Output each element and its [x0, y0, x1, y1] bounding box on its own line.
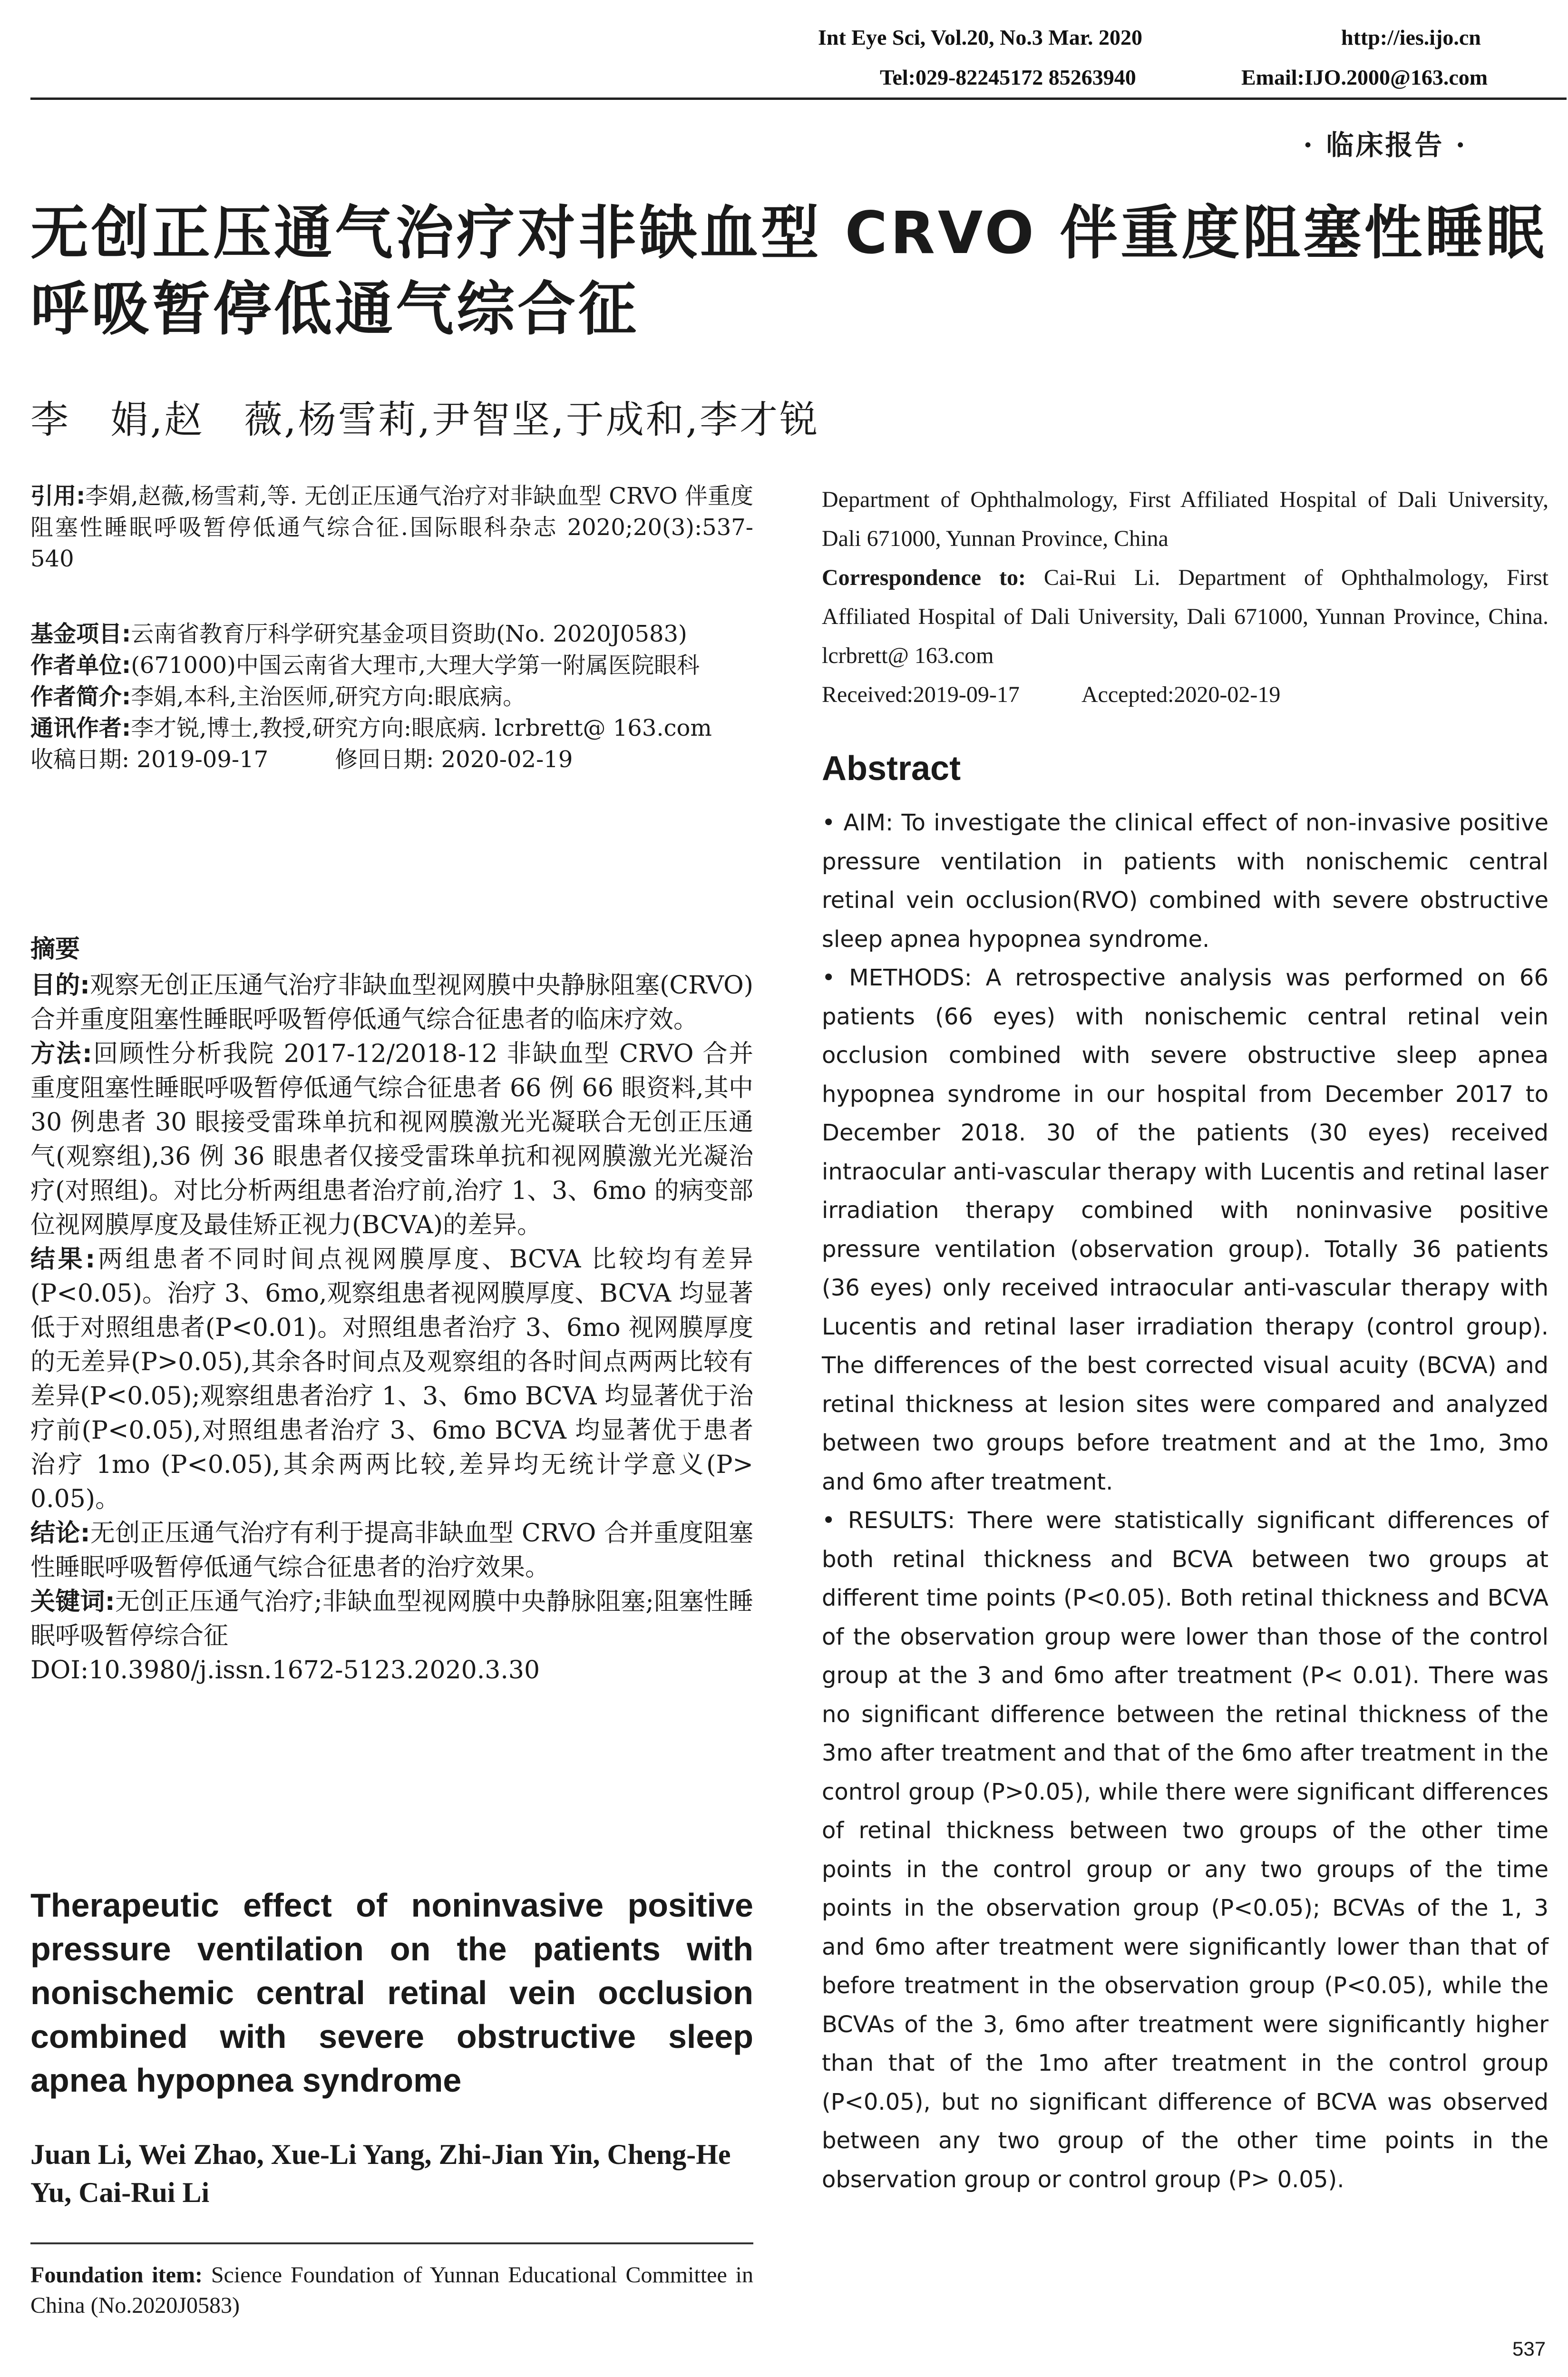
result-text: 两组患者不同时间点视网膜厚度、BCVA 比较均有差异(P<0.05)。治疗 3、6mo,观察组患者视网膜厚度、BCVA 均显著低于对照组患者(P<0.01)。对照组患者治疗 3、6mo 视网膜厚度的无差异(P>0.05),其余各时间点及观察组的各时间点两两比较有差异(P<0.05);观察组患者治疗 1、3、6mo BCVA 均显著优于治疗前(P<0.05),对照组患者治疗 3、6mo BCVA 均显著优于患者治疗 1mo (P<0.05),其余两两比较,差异均无统计学意义(P> 0.05)。 — [30, 1245, 753, 1513]
authors-cn: 李 娟,赵 薇,杨雪莉,尹智坚,于成和,李才锐 — [30, 398, 820, 442]
bio-line — [30, 681, 753, 712]
citation-block — [30, 480, 753, 575]
correspondence-en — [822, 558, 1549, 675]
doi[interactable]: DOI:10.3980/j.issn.1672-5123.2020.3.30 — [30, 1656, 540, 1685]
abstract-cn-keywords — [30, 1585, 753, 1653]
title-line-2: 呼吸暂停低通气综合征 — [30, 275, 639, 343]
corr-line — [30, 712, 753, 744]
corr-label: 通讯作者: — [30, 715, 131, 741]
fund-line — [30, 618, 753, 650]
dates-line — [30, 744, 753, 775]
section-tag: · 临床报告 · — [1303, 129, 1467, 161]
aim-label: 目的: — [30, 971, 90, 1000]
foundation-rule — [30, 2242, 753, 2244]
abstract-cn-aim — [30, 968, 753, 1037]
meta-block — [30, 618, 753, 775]
unit-text: (671000)中国云南省大理市,大理大学第一附属医院眼科 — [131, 652, 700, 679]
keywords-label: 关键词: — [30, 1588, 115, 1616]
received-en: Received:2019-09-17 — [822, 682, 1020, 707]
abstract-cn-method — [30, 1037, 753, 1242]
conclusion-label: 结论: — [30, 1519, 90, 1548]
foundation-block — [30, 2260, 753, 2321]
keywords-text: 无创正压通气治疗;非缺血型视网膜中央静脉阻塞;阻塞性睡眠呼吸暂停综合征 — [30, 1588, 754, 1650]
abstract-aim: • AIM: To investigate the clinical effect of non-invasive positive pressure ventilation in patients with nonischemic central retinal vein occlusion(RVO) combined with severe obstructive sleep apnea hypopnea syndrome. — [822, 809, 1549, 953]
affiliation-block — [822, 480, 1549, 714]
abstract-cn-heading: 摘要 — [30, 935, 80, 964]
dates-en — [822, 675, 1549, 714]
result-label: 结果: — [30, 1245, 96, 1274]
english-title: Therapeutic effect of noninvasive positive pressure ventilation on the patients with nonischemic central retinal vein occlusion combined with severe obstructive sleep apnea hypopnea syndrome — [30, 1887, 753, 2099]
received-date: 收稿日期: 2019-09-17 — [30, 746, 269, 773]
abstract-methods: • METHODS: A retrospective analysis was performed on 66 patients (66 eyes) with nonischemic central retinal vein occlusion combined with severe obstructive sleep apnea hypopnea syndrome in our hospital from December 2017 to December 2018. 30 of the patients (30 eyes) received intraocular anti-vascular therapy with Lucentis and retinal laser irradiation therapy combined with noninvasive positive pressure ventilation (observation group). Totally 36 patients (36 eyes) only received intraocular anti-vascular therapy with Lucentis and retinal laser irradiation therapy (control group). The differences of the best corrected visual acuity (BCVA) and retinal thickness at lesion sites were compared and analyzed between two groups before treatment and at the 1mo, 3mo and 6mo after treatment. — [822, 964, 1549, 1495]
unit-label: 作者单位: — [30, 652, 131, 679]
journal-tel: Tel:029-82245172 85263940 — [880, 65, 1136, 89]
accepted-en: Accepted:2020-02-19 — [1081, 682, 1281, 707]
correspondence-text: Cai-Rui Li. Department of Ophthalmology, First Affiliated Hospital of Dali University, Dali 671000, Yunnan Province, China. lcrbrett@ 163.com — [822, 565, 1549, 668]
journal-email[interactable]: Email:IJO.2000@163.com — [1241, 65, 1488, 89]
abstract-results: • RESULTS: There were statistically significant differences of both retinal thickness and BCVA between two groups at different time points (P<0.05). Both retinal thickness and BCVA of the observation group were lower than those of the control group at the 3 and 6mo after treatment (P< 0.01). There was no significant difference between the retinal thickness of the 3mo after treatment and that of the 6mo after treatment in the control group (P>0.05), while there were significant differences of retinal thickness between two groups of the other time points in the control group or any two groups of the time points in the observation group (P<0.05); BCVAs of the 1, 3 and 6mo after treatment were significantly lower than that of before treatment in the observation group (P<0.05), while the BCVAs of the 3, 6mo after treatment were significantly higher than that of the 1mo after treatment in the control group (P<0.05), but no significant difference of BCVA was observed between any two group of the other time points in the observation group or control group (P> 0.05). — [822, 1507, 1549, 2193]
abstract-en — [822, 804, 1549, 2199]
foundation-text: Science Foundation of Yunnan Educational Committee in China (No.2020J0583) — [30, 2262, 754, 2318]
english-authors: Juan Li, Wei Zhao, Xue-Li Yang, Zhi-Jian Yin, Cheng-He Yu, Cai-Rui Li — [30, 2139, 731, 2208]
journal-url[interactable]: http://ies.ijo.cn — [1341, 25, 1481, 49]
journal-citation-line: Int Eye Sci, Vol.20, No.3 Mar. 2020 — [818, 25, 1142, 49]
bio-label: 作者简介: — [30, 683, 131, 710]
header-rule — [30, 97, 1567, 100]
fund-label: 基金项目: — [30, 621, 131, 647]
abstract-cn-conclusion — [30, 1516, 753, 1585]
abstract-cn — [30, 932, 753, 1687]
title-line-1: 无创正压通气治疗对非缺血型 CRVO 伴重度阻塞性睡眠 — [30, 199, 1547, 267]
affiliation-text: Department of Ophthalmology, First Affiliated Hospital of Dali University, Dali 671000, Yunnan Province, China — [822, 487, 1549, 551]
fund-text: 云南省教育厅科学研究基金项目资助(No. 2020J0583) — [131, 621, 687, 647]
unit-line — [30, 650, 753, 681]
correspondence-label: Correspondence to: — [822, 565, 1026, 590]
revised-date: 修回日期: 2020-02-19 — [335, 746, 573, 773]
abstract-heading: Abstract — [822, 750, 961, 788]
abstract-cn-result — [30, 1242, 753, 1516]
aim-text: 观察无创正压通气治疗非缺血型视网膜中央静脉阻塞(CRVO)合并重度阻塞性睡眠呼吸暂停低通气综合征患者的临床疗效。 — [30, 971, 754, 1034]
foundation-label: Foundation item: — [30, 2262, 203, 2288]
bio-text: 李娟,本科,主治医师,研究方向:眼底病。 — [131, 683, 526, 710]
method-text: 回顾性分析我院 2017-12/2018-12 非缺血型 CRVO 合并重度阻塞性睡眠呼吸暂停低通气综合征患者 66 例 66 眼资料,其中 30 例患者 30 眼接受雷珠单抗和视网膜激光光凝联合无创正压通气(观察组),36 例 36 眼患者仅接受雷珠单抗和视网膜激光光凝治疗(对照组)。对比分析两组患者治疗前,治疗 1、3、6mo 的病变部位视网膜厚度及最佳矫正视力(BCVA)的差异。 — [30, 1040, 753, 1239]
article-title — [30, 195, 1562, 347]
corr-text: 李才锐,博士,教授,研究方向:眼底病. lcrbrett@ 163.com — [131, 715, 712, 741]
conclusion-text: 无创正压通气治疗有利于提高非缺血型 CRVO 合并重度阻塞性睡眠呼吸暂停低通气综合征患者的治疗效果。 — [30, 1519, 754, 1582]
method-label: 方法: — [30, 1040, 92, 1068]
citation-text: 李娟,赵薇,杨雪莉,等. 无创正压通气治疗对非缺血型 CRVO 伴重度阻塞性睡眠呼吸暂停低通气综合征.国际眼科杂志 2020;20(3):537-540 — [30, 483, 754, 572]
page-number: 537 — [1512, 2338, 1546, 2360]
citation-label: 引用: — [30, 483, 86, 509]
